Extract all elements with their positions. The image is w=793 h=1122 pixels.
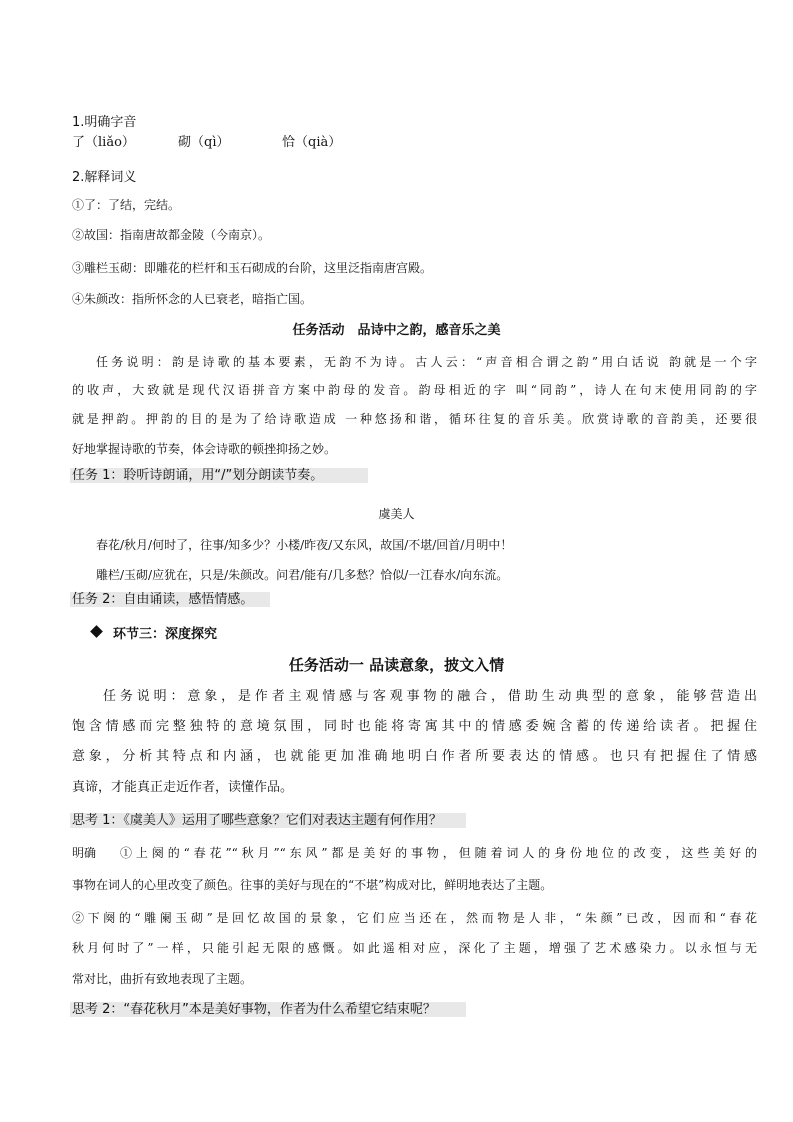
task-prompt: 任务 2：自由诵读，感悟情感。 <box>70 592 270 607</box>
answer-line: 常对比，曲折有致地表现了主题。 <box>72 972 253 986</box>
vocab-item: ③雕栏玉砌：即雕花的栏杆和玉石砌成的台阶，这里泛指南唐宫殿。 <box>72 261 433 275</box>
activity-description-line: 就是押韵。押韵的目的是为了给诗歌造成 一种悠扬和谐，循环往复的音乐美。欣赏诗歌的音韵美，还要很 <box>72 412 757 426</box>
answer-line: 秋月何时了”一样，只能引起无限的感慨。如此遥相对应，深化了主题，增强了艺术感染力。以永恒与无 <box>72 941 757 955</box>
activity-description-line: 饱含情感而完整独特的意境氛围，同时也能将寄寓其中的情感委婉含蓄的传递给读者。把握住 <box>72 719 757 734</box>
activity-description-line: 好地掌握诗歌的节奏，体会诗歌的顿挫抑扬之妙。 <box>72 442 337 456</box>
activity-description-line: 任务说明：意象，是作者主观情感与客观事物的融合，借助生动典型的意象，能够营造出 <box>103 689 757 704</box>
activity-description-line: 意象，分析其特点和内涵，也就能更加准确地明白作者所要表达的情感。也只有把握住了情感 <box>72 749 757 764</box>
task-prompt: 任务 1：聆听诗朗诵，用“/”划分朗读节奏。 <box>70 468 368 483</box>
think-prompt: 思考 2：“春花秋月”本是美好事物，作者为什么希望它结束呢？ <box>70 1002 466 1017</box>
activity-description-line: 的收声，大致就是现代汉语拼音方案中韵母的发音。韵母相近的字 叫“同韵”，诗人在句末使用同韵的字 <box>72 383 757 397</box>
answer-line: 事物在词人的心里改变了颜色。往事的美好与现在的“不堪”构成对比，鲜明地表达了主题。 <box>72 878 553 892</box>
answer-label: 明确 <box>72 846 97 860</box>
answer-line: ①上阕的“春花”“秋月”“东风”都是美好的事物，但随着词人的身份地位的改变，这些美好的 <box>120 846 757 860</box>
pronunciation-item: 恰（qià） <box>282 135 342 150</box>
activity-description-line: 真谛，才能真正走近作者，读懂作品。 <box>72 780 294 795</box>
section-heading-pronunciation: 1.明确字音 <box>72 115 137 130</box>
think-prompt: 思考 1：《虞美人》运用了哪些意象？它们对表达主题有何作用？ <box>70 813 466 828</box>
activity-description-line: 任务说明：韵是诗歌的基本要素，无韵不为诗。古人云：“声音相合谓之韵”用白话说 韵就是一个字 <box>96 355 757 369</box>
activity-title: 任务活动 品诗中之韵，感音乐之美 <box>292 323 501 338</box>
section-heading-deep-inquiry <box>92 627 217 641</box>
activity-title: 任务活动一 品读意象，披文入情 <box>288 656 505 674</box>
vocab-item: ②故国：指南唐故都金陵（今南京）。 <box>72 228 271 242</box>
vocab-item: ④朱颜改：指所怀念的人已衰老，暗指亡国。 <box>72 292 313 306</box>
poem-line: 春花/秋月/何时了，往事/知多少？小楼/昨夜/又东风，故国/不堪/回首/月明中！ <box>96 538 513 552</box>
vocab-item: ①了：了结，完结。 <box>72 198 181 212</box>
poem-line: 雕栏/玉砌/应犹在，只是/朱颜改。问君/能有/几多愁？恰似/一江春水/向东流。 <box>96 568 509 582</box>
poem-title: 虞美人 <box>378 507 415 521</box>
pronunciation-item: 砌（qì） <box>178 135 230 150</box>
answer-line: ②下阕的“雕阑玉砌”是回忆故国的景象，它们应当还在，然而物是人非，“朱颜”已改，因而和“春花 <box>72 911 757 925</box>
diamond-bullet-icon <box>90 625 103 638</box>
section-heading-text: 环节三：深度探究 <box>113 627 218 642</box>
section-heading-vocabulary: 2.解释词义 <box>72 170 137 185</box>
pronunciation-item: 了（liǎo） <box>72 135 135 150</box>
